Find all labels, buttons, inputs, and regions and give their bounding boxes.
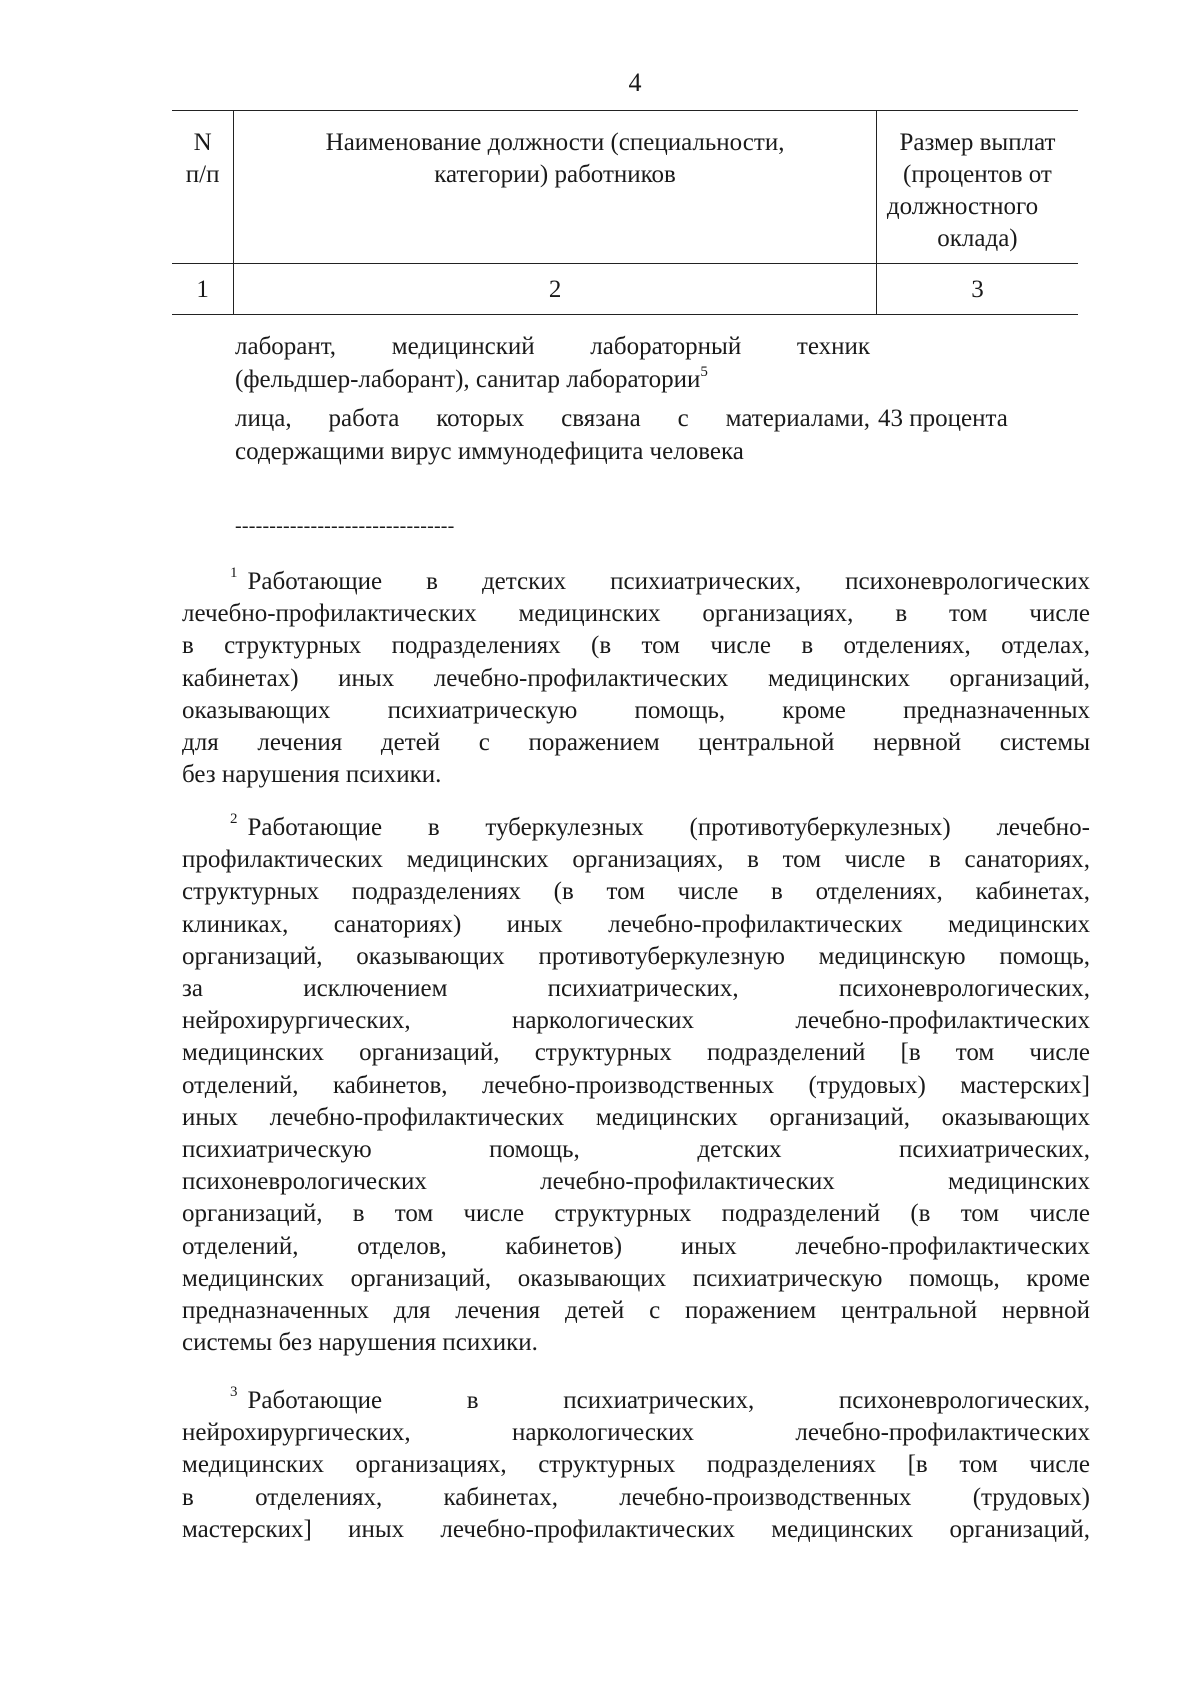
footnote-line: организаций, оказывающих противотуберкулезную медицинскую помощь, [182,942,1090,970]
footnote-line: системы без нарушения психики. [182,1329,538,1357]
footnote-line: организаций, в том числе структурных подразделений (в том числе [182,1200,1090,1228]
footnote-mark: 1 [230,565,238,581]
page-number: 4 [628,68,642,97]
footnote-line: нейрохирургических, наркологических лечебно-профилактических [182,1419,1090,1447]
header-line: (процентов от [903,161,1052,188]
footnote-line: лечебно-профилактических медицинских организациях, в том числе [182,600,1090,628]
footnote-line: кабинетах) иных лечебно-профилактических медицинских организаций, [182,664,1090,692]
header-line: должностного [886,193,1039,220]
footnote-line: медицинских организаций, структурных подразделений [в том числе [182,1039,1090,1067]
footnote-line: клиниках, санаториях) иных лечебно-профилактических медицинских [182,910,1090,938]
footnote-line: в структурных подразделениях (в том числе в отделениях, отделах, [182,632,1090,660]
footnote-text: Работающие в детских психиатрических, психоневрологических [247,568,1090,595]
footnote-line: психиатрическую помощь, детских психиатрических, [182,1136,1090,1164]
header-cell-number [172,111,234,264]
header-line: п/п [185,161,220,188]
footnote-line: предназначенных для лечения детей с поражением центральной нервной [182,1297,1090,1325]
table-column-numbers-row [172,264,1078,315]
footnote-line: за исключением психиатрических, психоневрологических, [182,975,1090,1003]
footnote-2 [182,812,1090,1359]
header-cell-position [234,111,877,264]
table-row [235,330,870,396]
footnote-line: медицинских организациях, структурных подразделениях [в том числе [182,1451,1090,1479]
footnote-3 [182,1385,1090,1546]
footnote-line [182,1385,1090,1417]
table-row [235,402,870,468]
footnote-line [182,566,1090,598]
row-text: (фельдшер-лаборант), санитар лаборатории [235,366,701,393]
column-number-2: 2 [234,264,877,315]
footnote-line: отделений, отделов, кабинетов) иных лечебно-профилактических [182,1232,1090,1260]
row-text: лица, работа которых связана с материалами, [235,405,870,432]
row-text-line: лаборант, медицинский лабораторный техник [235,333,870,360]
footnote-mark: 2 [230,811,238,827]
header-line: Размер выплат [899,129,1056,156]
footnote-line: структурных подразделениях (в том числе в отделениях, кабинетах, [182,878,1090,906]
footnote-line: медицинских организаций, оказывающих психиатрическую помощь, кроме [182,1264,1090,1292]
footnote-line: в отделениях, кабинетах, лечебно-производственных (трудовых) [182,1483,1090,1511]
footnote-line: иных лечебно-профилактических медицинских организаций, оказывающих [182,1103,1090,1131]
footnote-1 [182,566,1090,791]
row-text-line [235,402,870,435]
header-line: Наименование должности (специальности, [325,129,785,156]
footnote-separator: -------------------------------- [235,515,455,537]
footnote-mark: 3 [230,1384,238,1400]
footnote-line: профилактических медицинских организациях, в том числе в санаториях, [182,846,1090,874]
footnote-line: оказывающих психиатрическую помощь, кроме предназначенных [182,696,1090,724]
column-number-3: 3 [876,264,1078,315]
table-header-row [172,111,1078,264]
footnote-ref: 5 [700,364,708,380]
footnote-line: нейрохирургических, наркологических лечебно-профилактических [182,1007,1090,1035]
payment-table-header [172,110,1078,315]
header-cell-payment-size [876,111,1078,264]
header-line: оклада) [937,225,1018,252]
footnote-line: для лечения детей с поражением центральной нервной системы [182,729,1090,757]
footnote-line [182,812,1090,844]
footnote-text: Работающие в туберкулезных (противотуберкулезных) лечебно- [247,814,1090,841]
column-number-1: 1 [172,264,234,315]
footnote-line: мастерских] иных лечебно-профилактических медицинских организаций, [182,1515,1090,1543]
header-line: N [193,129,212,156]
footnote-line: психоневрологических лечебно-профилактических медицинских [182,1168,1090,1196]
row-text-line: содержащими вирус иммунодефицита человека [235,438,744,465]
footnote-text: Работающие в психиатрических, психоневрологических, [247,1387,1090,1414]
row-text-line [235,363,870,396]
row-value: 43 процента [878,405,1008,432]
header-line: категории) работников [434,161,676,188]
footnote-line: без нарушения психики. [182,761,442,789]
footnote-line: отделений, кабинетов, лечебно-производственных (трудовых) мастерских] [182,1071,1090,1099]
